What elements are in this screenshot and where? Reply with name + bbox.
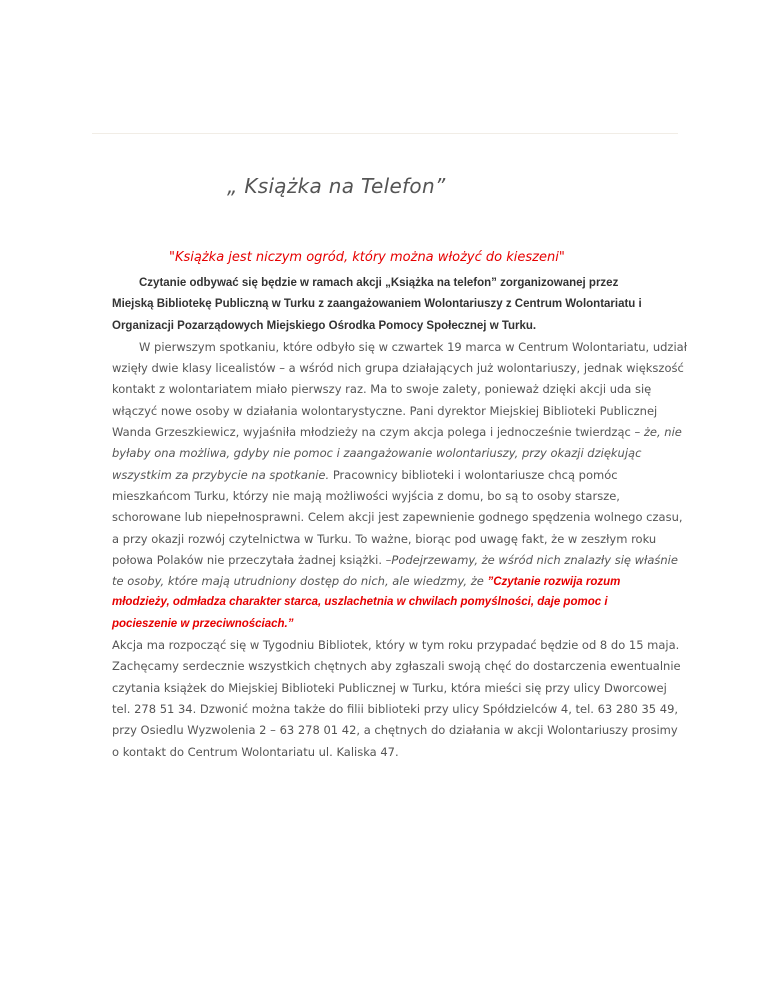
italic-text: –Podejrzewamy, że wśród nich znalazły się właśnie bbox=[385, 552, 678, 567]
body-line: kontakt z wolontariatem miało pierwszy raz. Ma to swoje zalety, ponieważ dzięki akcji uda się bbox=[112, 382, 652, 397]
body-line: wzięły dwie klasy licealistów – a wśród nich grupa działających już wolontariuszy, jednak większość bbox=[112, 361, 684, 376]
intro-line: Czytanie odbywać się będzie w ramach akcji „Książka na telefon” zorganizowanej przez bbox=[139, 277, 619, 289]
highlight-quote: ”Czytanie rozwija rozum bbox=[487, 576, 621, 589]
intro-line: Organizacji Pozarządowych Miejskiego Ośrodka Pomocy Społecznej w Turku. bbox=[112, 319, 537, 332]
body-line bbox=[112, 465, 672, 486]
body-line bbox=[112, 571, 672, 592]
italic-text: te osoby, które mają utrudniony dostęp do nich, ale wiedzmy, że bbox=[112, 574, 488, 589]
closing-line: czytania książek do Miejskiej Biblioteki Publicznej w Turku, która mieści się przy ulicy Dworcowej bbox=[112, 680, 667, 695]
body-line bbox=[112, 550, 678, 571]
body-line: mieszkańcom Turku, którzy nie mają możliwości wyjścia z domu, bo są to osoby starsze, bbox=[112, 488, 620, 503]
page-title: „ Książka na Telefon” bbox=[227, 174, 446, 198]
article-body bbox=[112, 273, 687, 763]
highlight-quote: młodzieży, odmładza charakter starca, uszlachetnia w chwilach pomyślności, daje pomoc i bbox=[112, 596, 608, 609]
body-line: włączyć nowe osoby w działania wolontarystyczne. Pani dyrektor Miejskiej Biblioteki Publicznej bbox=[112, 403, 658, 418]
body-text: Pracownicy biblioteki i wolontariusze chcą pomóc bbox=[329, 467, 618, 482]
closing-line: przy Osiedlu Wyzwolenia 2 – 63 278 01 42, a chętnych do działania w akcji Wolontariuszy prosimy bbox=[112, 723, 678, 738]
italic-text: że, nie bbox=[643, 425, 682, 440]
body-line: byłaby ona możliwa, gdyby nie pomoc i zaangażowanie wolontariuszy, przy okazji dziękując bbox=[112, 446, 642, 461]
closing-line: tel. 278 51 34. Dzwonić można także do filii biblioteki przy ulicy Spółdzielców 4, tel. 63 280 35 49, bbox=[112, 701, 679, 716]
highlight-quote: pocieszenie w przeciwnościach.” bbox=[112, 617, 294, 630]
quote: "Książka jest niczym ogród, który można włożyć do kieszeni" bbox=[169, 250, 565, 265]
body-line bbox=[112, 422, 682, 443]
closing-line: Zachęcamy serdecznie wszystkich chętnych aby zgłaszali swoją chęć do dostarczenia ewentualnie bbox=[112, 659, 681, 674]
body-line: W pierwszym spotkaniu, które odbyło się w czwartek 19 marca w Centrum Wolontariatu, udział bbox=[139, 339, 687, 354]
body-text: połowa Polaków nie przeczytała żadnej książki. bbox=[112, 552, 386, 567]
intro-line: Miejską Bibliotekę Publiczną w Turku z zaangażowaniem Wolontariuszy z Centrum Wolontariatu i bbox=[112, 298, 642, 311]
closing-line: Akcja ma rozpocząć się w Tygodniu Bibliotek, który w tym roku przypadać będzie od 8 do 15 maja. bbox=[112, 638, 680, 653]
italic-text: wszystkim za przybycie na spotkanie. bbox=[112, 467, 330, 482]
body-line: schorowane lub niepełnosprawni. Celem akcji jest zapewnienie godnego spędzenia wolnego czasu, bbox=[112, 510, 683, 525]
top-divider bbox=[92, 133, 678, 134]
body-line: a przy okazji rozwój czytelnictwa w Turku. To ważne, biorąc pod uwagę fakt, że w zeszłym roku bbox=[112, 531, 657, 546]
body-text: Wanda Grzeszkiewicz, wyjaśniła młodzieży na czym akcja polega i jednocześnie twierdząc – bbox=[112, 425, 644, 440]
closing-line: o kontakt do Centrum Wolontariatu ul. Kaliska 47. bbox=[112, 744, 399, 759]
